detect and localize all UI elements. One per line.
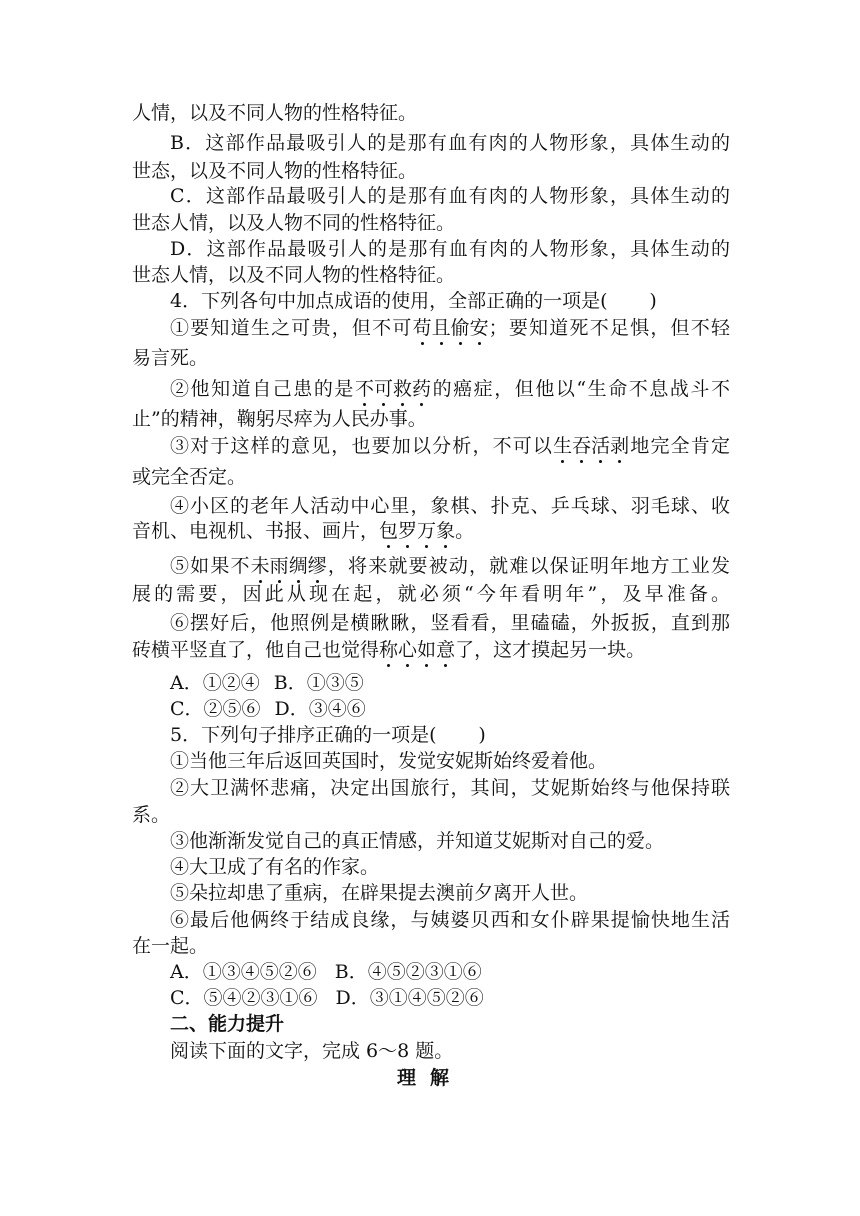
q5-stem-close: ) — [478, 724, 486, 746]
emphasis-char: 且 — [431, 317, 451, 339]
q4-sentence-3-line2: 或完全否定。 — [132, 466, 247, 488]
q5-sentence-2-line2: 系。 — [132, 804, 171, 826]
emphasis-char: 未 — [250, 555, 270, 577]
emphasis-char: 偷 — [450, 317, 470, 339]
q4-s3-after: 地完全肯定 — [629, 435, 730, 457]
emphasis-char: 药 — [412, 378, 432, 400]
q4-options-cd — [170, 696, 366, 722]
q5-stem — [170, 722, 486, 748]
emphasis-char: 如 — [417, 639, 437, 661]
q4-s4-after: 。 — [455, 520, 475, 542]
emphasis-char: 不 — [354, 378, 374, 400]
q4-s1-after: ；要知道死不足惧，但不轻 — [488, 317, 730, 339]
q5-sentence-6-line1: ⑥最后他俩终于结成良缘，与姨婆贝西和女仆辟果提愉快地生活 — [170, 909, 730, 931]
q4-sentence-1-line2: 易言死。 — [132, 347, 209, 369]
q3-option-a-tail: 人情，以及不同人物的性格特征。 — [132, 102, 418, 124]
q4-sentence-2 — [170, 376, 730, 402]
emphasis-char: 包 — [379, 520, 399, 542]
q3-option-b-line1: B．这部作品最吸引人的是那有血有肉的人物形象，具体生动的 — [170, 132, 730, 154]
emphasis-char: 罗 — [398, 520, 418, 542]
q4-stem-text: 4．下列各句中加点成语的使用，全部正确的一项是( — [170, 290, 608, 312]
q5-option-b: B．④⑤②③①⑥ — [334, 961, 482, 983]
emphasis-char: 绸 — [288, 555, 308, 577]
q4-options-ab — [170, 670, 364, 696]
emphasis-char: 可 — [373, 378, 393, 400]
emphasis-char: 心 — [398, 639, 418, 661]
q4-option-a: A．①②④ — [170, 672, 260, 694]
q4-sentence-4-line1: ④小区的老年人活动中心里，象棋、扑克、乒乓球、羽毛球、收 — [170, 495, 730, 517]
q4-option-c: C．②⑤⑥ — [170, 698, 261, 720]
q5-options-ab — [170, 959, 482, 985]
q4-stem-close: ) — [649, 290, 657, 312]
emphasis-char: 苟 — [412, 317, 432, 339]
q5-option-c: C．⑤④②③①⑥ — [170, 987, 318, 1009]
q4-s6-before: 砖横平竖直了，他自己也觉得 — [132, 639, 380, 661]
q4-sentence-5 — [170, 553, 730, 579]
emphasis-char: 缪 — [307, 555, 327, 577]
q5-options-cd — [170, 985, 484, 1011]
q5-sentence-1: ①当他三年后返回英国时，发觉安妮斯始终爱着他。 — [170, 750, 608, 772]
emphasis-char: 象 — [436, 520, 456, 542]
emphasis-char: 生 — [553, 435, 573, 457]
q5-sentence-5: ⑤朵拉却患了重病，在辟果提去澳前夕离开人世。 — [170, 882, 589, 904]
q4-s5-after: ，将来就要被动，就难以保证明年地方工业发 — [326, 555, 730, 577]
q4-sentence-2-line2: 止”的精神，鞠躬尽瘁为人民办事。 — [132, 408, 427, 430]
emphasis-char: 安 — [469, 317, 489, 339]
q4-sentence-6-line1: ⑥摆好后，他照例是横瞅瞅，竖看看，里磕磕，外扳扳，直到那 — [170, 612, 730, 634]
emphasis-char: 吞 — [572, 435, 592, 457]
q5-sentence-3: ③他渐渐发觉自己的真正情感，并知道艾妮斯对自己的爱。 — [170, 830, 665, 852]
passage-title: 理解 — [396, 1067, 463, 1089]
q5-sentence-2-line1: ②大卫满怀悲痛，决定出国旅行，其间，艾妮斯始终与他保持联 — [170, 777, 730, 799]
q5-sentence-4: ④大卫成了有名的作家。 — [170, 856, 380, 878]
q4-s6-after: 了，这才摸起另一块。 — [455, 639, 646, 661]
q4-sentence-3 — [170, 433, 730, 459]
reading-instruction: 阅读下面的文字，完成 6～8 题。 — [170, 1040, 454, 1062]
q4-sentence-1 — [170, 315, 730, 341]
emphasis-char: 活 — [591, 435, 611, 457]
section-heading: 二、能力提升 — [170, 1013, 285, 1035]
q5-option-d: D．③①④⑤②⑥ — [335, 987, 484, 1009]
q4-option-d: D．③④⑥ — [274, 698, 366, 720]
q4-sentence-4-line2 — [132, 518, 474, 544]
emphasis-char: 意 — [436, 639, 456, 661]
q4-sentence-6-line2 — [132, 637, 645, 663]
q5-stem-text: 5．下列句子排序正确的一项是( — [170, 724, 437, 746]
q4-s5-before: ⑤如果不 — [170, 555, 251, 577]
q3-option-c-line2: 世态人情，以及人物不同的性格特征。 — [132, 212, 456, 234]
emphasis-char: 救 — [392, 378, 412, 400]
emphasis-char: 称 — [379, 639, 399, 661]
q4-s4-before: 音机、电视机、书报、画片， — [132, 520, 380, 542]
q4-sentence-5-line2: 展的需要，因此从现在起，就必须“今年看明年”，及早准备。 — [132, 583, 730, 605]
q4-option-b: B．①③⑤ — [273, 672, 364, 694]
q4-s1-before: ①要知道生之可贵，但不可 — [170, 317, 413, 339]
q5-option-a: A．①③④⑤②⑥ — [170, 961, 317, 983]
q4-s3-before: ③对于这样的意见，也要加以分析，不可以 — [170, 435, 554, 457]
q4-stem — [170, 288, 657, 314]
q3-option-d-line1: D．这部作品最吸引人的是那有血有肉的人物形象，具体生动的 — [170, 238, 730, 260]
emphasis-char: 雨 — [269, 555, 289, 577]
q3-option-d-line2: 世态人情，以及不同人物的性格特征。 — [132, 264, 456, 286]
q3-option-c-line1: C．这部作品最吸引人的是那有血有肉的人物形象，具体生动的 — [170, 185, 730, 207]
q5-sentence-6-line2: 在一起。 — [132, 935, 209, 957]
emphasis-char: 剥 — [610, 435, 630, 457]
q4-s2-before: ②他知道自己患的是 — [170, 378, 355, 400]
emphasis-char: 万 — [417, 520, 437, 542]
q3-option-b-line2: 世态，以及不同人物的性格特征。 — [132, 160, 418, 182]
q4-s2-after: 的癌症，但他以“生命不息战斗不 — [431, 378, 730, 400]
